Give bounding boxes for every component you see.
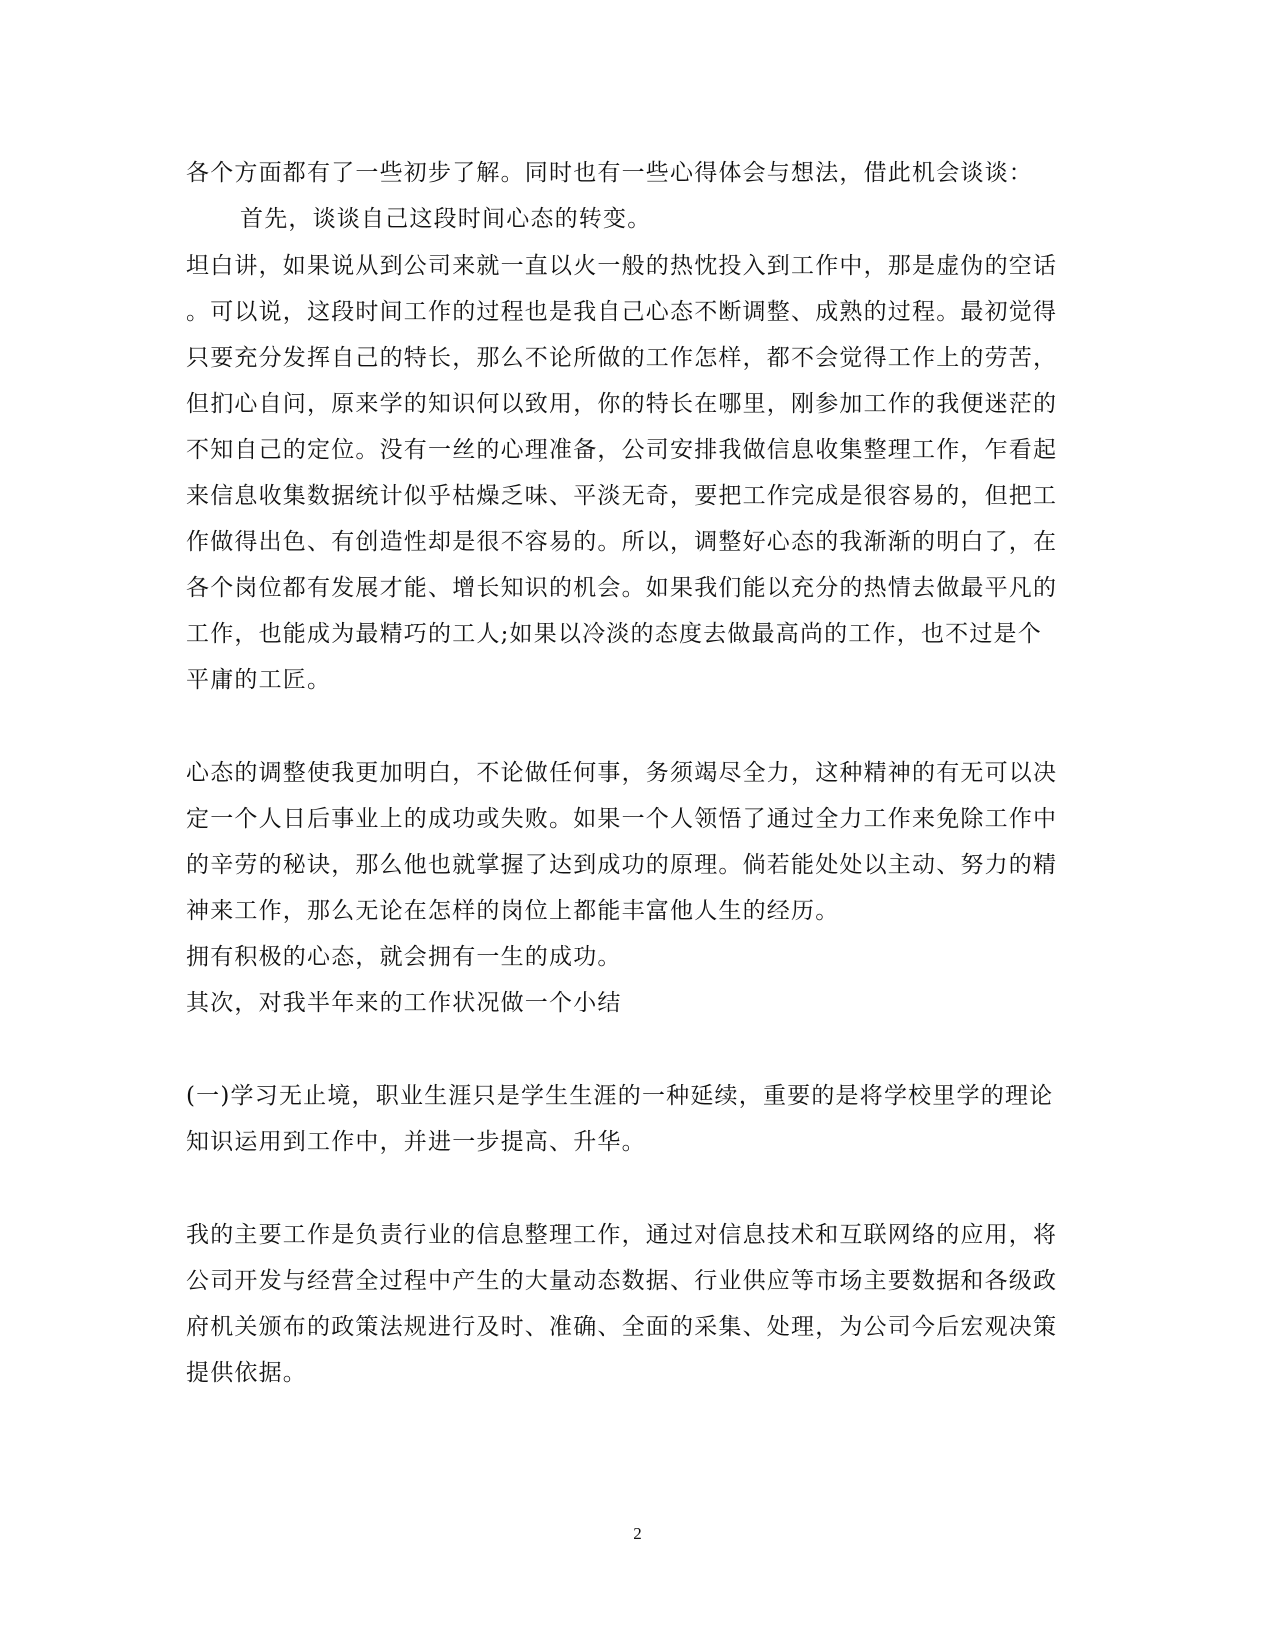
text-line: 公司开发与经营全过程中产生的大量动态数据、行业供应等市场主要数据和各级政 — [186, 1268, 1058, 1294]
text-line: 各个岗位都有发展才能、增长知识的机会。如果我们能以充分的热情去做最平凡的 — [186, 575, 1058, 601]
text-line: 的辛劳的秘诀，那么他也就掌握了达到成功的原理。倘若能处处以主动、努力的精 — [186, 852, 1058, 878]
text-line: 各个方面都有了一些初步了解。同时也有一些心得体会与想法，借此机会谈谈： — [186, 160, 1033, 186]
text-line: 知识运用到工作中，并进一步提高、升华。 — [186, 1129, 646, 1155]
text-line: 提供依据。 — [186, 1360, 307, 1386]
page-number: 2 — [633, 1524, 642, 1543]
text-line: 我的主要工作是负责行业的信息整理工作，通过对信息技术和互联网络的应用，将 — [186, 1222, 1058, 1248]
subsection-heading: (一)学习无止境，职业生涯只是学生生涯的一种延续，重要的是将学校里学的理论 — [186, 1083, 1054, 1109]
text-line: 坦白讲，如果说从到公司来就一直以火一般的热忱投入到工作中，那是虚伪的空话 — [186, 253, 1058, 279]
text-line: 。可以说，这段时间工作的过程也是我自己心态不断调整、成熟的过程。最初觉得 — [186, 299, 1058, 325]
text-line: 府机关颁布的政策法规进行及时、准确、全面的采集、处理，为公司今后宏观决策 — [186, 1314, 1058, 1340]
text-line: 心态的调整使我更加明白，不论做任何事，务须竭尽全力，这种精神的有无可以决 — [186, 760, 1058, 786]
text-line: 工作，也能成为最精巧的工人;如果以冷淡的态度去做最高尚的工作，也不过是个 — [186, 621, 1042, 647]
text-line: 拥有积极的心态，就会拥有一生的成功。 — [186, 944, 622, 970]
text-line: 但扪心自问，原来学的知识何以致用，你的特长在哪里，刚参加工作的我便迷茫的 — [186, 391, 1058, 417]
section-heading: 其次，对我半年来的工作状况做一个小结 — [186, 990, 622, 1016]
text-line: 来信息收集数据统计似乎枯燥乏味、平淡无奇，要把工作完成是很容易的，但把工 — [186, 483, 1058, 509]
text-line: 定一个人日后事业上的成功或失败。如果一个人领悟了通过全力工作来免除工作中 — [186, 806, 1058, 832]
text-line: 作做得出色、有创造性却是很不容易的。所以，调整好心态的我渐渐的明白了，在 — [186, 529, 1058, 555]
text-line: 只要充分发挥自己的特长，那么不论所做的工作怎样，都不会觉得工作上的劳苦， — [186, 345, 1058, 371]
section-heading: 首先，谈谈自己这段时间心态的转变。 — [240, 206, 652, 232]
text-line: 不知自己的定位。没有一丝的心理准备，公司安排我做信息收集整理工作，乍看起 — [186, 437, 1058, 463]
text-line: 神来工作，那么无论在怎样的岗位上都能丰富他人生的经历。 — [186, 898, 840, 924]
text-line: 平庸的工匠。 — [186, 667, 332, 693]
